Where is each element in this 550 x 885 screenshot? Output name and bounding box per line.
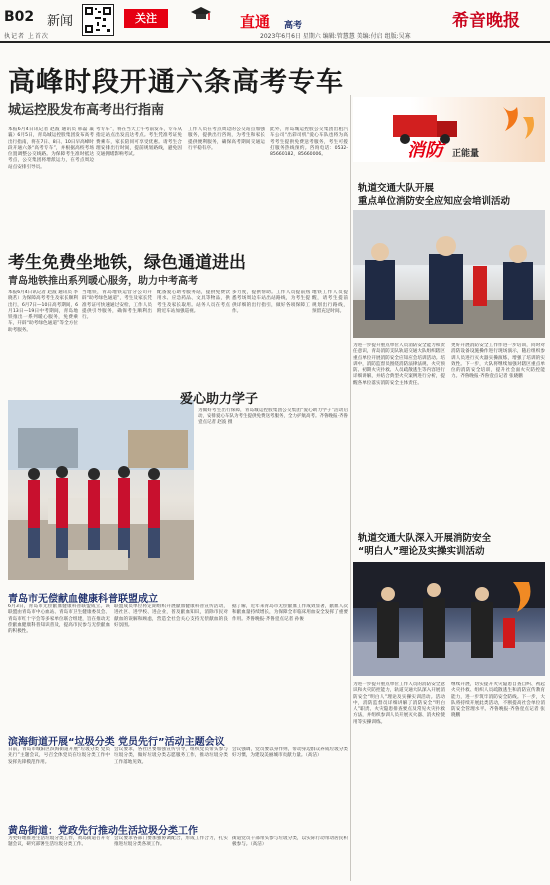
fire-drill-photo <box>353 562 545 676</box>
lead-column: 工作人员在考点周边的公交站点加强服务，提供出行咨询，为考生和家长提供便利服务，确保高考期间交通运行平稳有序。 <box>188 127 265 151</box>
garbage-headline: 滨海街道开展“垃圾分类 党员先行”活动主题会议 <box>8 737 225 748</box>
exam-bus-column: 当地铁，青岛地铁运营分公司开辟“助考绿色通道”，考生及家长凭准考证可快速通过安检，工作人员提供引导服务，确保考生顺利出行。 <box>82 290 152 321</box>
exam-bus-column: 配备爱心助考服务站，提供免费饮用水、应急药品、文具等物品，供考生及家长取用。站务人员在考点附近车站加强巡视。 <box>157 290 230 314</box>
volunteers-photo <box>8 400 194 580</box>
lead-subhead: 城运控股发布高考出行指南 <box>8 103 165 118</box>
garbage-column: 会议强调，党员要以身作则，带动身边群众养成垃圾分类好习惯，为建设美丽城市贡献力量。（高洁） <box>232 747 348 759</box>
qr-code-icon[interactable] <box>82 4 114 36</box>
graduation-cap-icon <box>190 5 212 25</box>
dateline: 2023年6月6日 星期六 编辑:管慧慧 美编:付启 组版:吴寡 <box>260 33 411 40</box>
clinic-column: 据了解，近年来青岛市无偿献血工作成效显著，献血人次和献血量持续增长，为保障全市临床用血安全发挥了重要作用。齐鲁晚报·齐鲁壹点记者 孙俊 <box>232 604 348 622</box>
lead-column: 本报6月4日讯记者 赵波 通讯员 邢磊 戚襄）6月5日，青岛城运控股集团发布高考出行指南，将在7日、8日、10日早高峰时段开通六条“高考专车”，并根据高校考场位置调整公交线路。为保障考生准时抵达考点，公交集团将增派运力，在考点周边站点安排引导员。 <box>8 127 94 170</box>
section-title: 新闻 <box>47 14 74 29</box>
lead-column: 考专车”，将在当天上午考前发车，专车从指定站点出发直达考点。考生凭准考证免费乘车，家长陪同可享受优惠。请考生合理安排出行时间，提前规划路线，避免因交通拥堵影响考试。 <box>96 127 182 158</box>
huangdao-column: 街道党员干部带头参与垃圾分类，以实际行动带动居民积极参与。（高洁） <box>232 836 348 848</box>
lead-headline: 高峰时段开通六条高考专车 <box>8 67 344 98</box>
right-column: 继续开展，切实提升火灾隐患自查自纠、初起火灾扑救、组织人员疏散逃生和消防宣传教育能力，进一步筑牢消防安全防线。下一步，大队将持续开展此类活动，不断提高社会单位消防安全管理水平。齐鲁晚报·齐鲁壹点记者 张晓鹏 <box>451 682 545 719</box>
clinic-column: 联盟成员单位将定期组织开展献血健康科普宣传活动，进社区、进学校、进企业，普及献血知识，消除市民对献血的误解和顾虑，营造全社会关心支持无偿献血的良好氛围。 <box>114 604 228 628</box>
page-number: B02 <box>4 9 35 25</box>
zhitong-label: 直通 <box>240 13 271 31</box>
huangdao-column: 为更好地推进生活垃圾分类工作，黄岛街道召开专题会议，研究部署生活垃圾分类工作。 <box>8 836 110 848</box>
garbage-column: 会议要求，各社区要加强宣传引导，组织党员带头参与垃圾分类，做好垃圾分类志愿服务工作，推动垃圾分类工作落地见效。 <box>114 747 228 765</box>
right-headline-1: 轨道交通大队开展 <box>358 183 435 194</box>
garbage-column: 日前，青岛市城阳区滨海街道开展“垃圾分类 党员先行”主题会议，号召全体党员在垃圾分类工作中发挥先锋模范作用。 <box>8 747 110 765</box>
fire-banner <box>353 97 545 162</box>
fire-banner-subtitle: 正能量 <box>452 149 480 159</box>
follow-badge: 关注 <box>124 9 168 28</box>
editor-line: 执记者 上首次 <box>4 33 49 40</box>
huangdao-column: 会议要求各部门要加强协调配合，形成工作合力，扎实推进垃圾分类各项工作。 <box>114 836 228 848</box>
lead-column: 此外，青岛城运控股公交集团出租汽车公司“出彩司机”爱心车队也将为高考考生提供免费送考服务，考生可拨打服务热线预约。咨询电话：0532-85660182，85660006。 <box>270 127 348 158</box>
newspaper-logo: 希音晚报 <box>452 11 520 31</box>
fire-banner-title: 消防 <box>407 140 443 161</box>
exam-bus-column: 地铁工作人员提醒，请考生提前规划出行路线，预留充足时间。 <box>312 290 348 314</box>
right-headline-1b: 重点单位消防安全应知应会培训活动 <box>358 196 511 207</box>
right-headline-2b: “明白人”理论及实操实训活动 <box>358 546 485 557</box>
photo-caption: 为做好考生出行保障，青岛城运控股集团公交集团“爱心助力学子”活动启动，安排爱心车队为考生提供免费送考服务，全力护航高考。齐鲁晚报·齐鲁壹点记者 赵波 摄 <box>198 408 348 426</box>
exam-bus-column: 本报6月4日讯记者 赵波 通讯员 李晓茗）为保障高考考生及家长顺利出行，6月7日—10日高考期间，6月13日—19日中考期间，青岛地铁推出一系列暖心服务，免费乘车，开辟“助考绿色通道”等全方位助考服务。 <box>8 290 78 333</box>
exam-bus-subhead: 青岛地铁推出系列暖心服务，助力中考高考 <box>8 276 198 287</box>
gaokao-label: 高考 <box>284 21 303 31</box>
clinic-headline: 青岛市无偿献血健康科普联盟成立 <box>8 594 158 605</box>
masthead-rule <box>0 41 550 43</box>
right-column: 为进一步提升重点单位工作人员的消防安全意识和火灾防控能力，轨道交通大队深入开展消防安全“明白人”理论及实操实训活动。活动中，消防监督员详细讲解了消防安全“明白人”职责、火灾隐患排查要点及常见火灾扑救方法，并组织参训人员开展灭火器、消火栓使用等实操训练。 <box>353 682 445 725</box>
column-divider <box>350 95 351 881</box>
huangdao-headline: 黄岛街道：党政先行推动生活垃圾分类工作 <box>8 826 198 837</box>
right-headline-2: 轨道交通大队深入开展消防安全 <box>358 533 492 544</box>
right-column: 更好开展消防安全工作作进一步培训，同时对消防设备设施操作进行现场演示，随后组织参训人员进行灭火器实操演练，增强了培训的实效性。下一步，大队将继续加强对辖区重点单位的消防安全培训，提升社会面火灾防控能力。齐鲁晚报·齐鲁壹点记者 张晓鹏 <box>451 343 545 380</box>
clinic-column: 6月3日，青岛市无偿献血健康科普联盟成立。该联盟由青岛市中心血站、青岛市卫生健康委员会、青岛市红十字会等多家单位联合组建，旨在推动无偿献血健康科普知识普及，提高市民参与无偿献血的积极性。 <box>8 604 110 635</box>
exam-bus-headline: 考生免费坐地铁，绿色通道进出 <box>8 253 246 273</box>
training-photo <box>353 210 545 338</box>
right-column: 为进一步提升重点单位人员消防安全能力和责任意识，青岛消防支队轨道交通大队组织辖区重点单位开展消防安全应知应会培训活动。培训中，消防监督员围绕消防法律法规、火灾预防、初期火灾扑救、人员疏散逃生等内容进行详细讲解，并结合典型火灾案例进行分析，提醒各单位落实消防安全主体责任。 <box>353 343 445 386</box>
exam-bus-column: 多力度，提供帮助。工作人员提前熟悉考场周边车站出站路线，为考生提供详细的出行指引，做好各项保障工作。 <box>232 290 310 314</box>
love-help-headline: 爱心助力学子 <box>180 392 259 407</box>
